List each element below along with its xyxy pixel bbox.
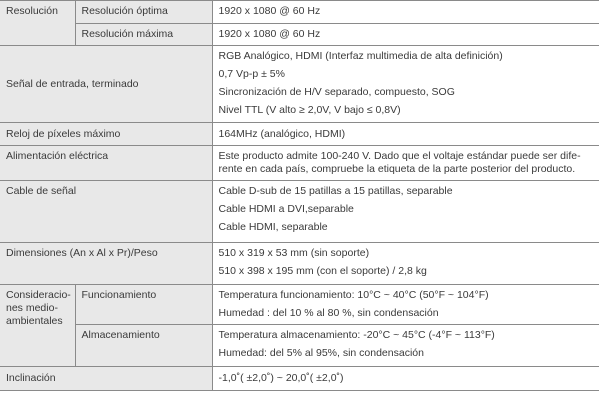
alimentacion-value xyxy=(212,146,599,181)
table-row-funcionamiento xyxy=(0,285,599,325)
almacenamiento-label: Almacenamiento xyxy=(75,325,212,367)
funcionamiento-value-1: Temperatura funcionamiento: 10°C ~ 40°C (50°F ~ 104°F) xyxy=(218,289,489,301)
ambientales-label-line-2: nes medio- xyxy=(6,302,58,314)
funcionamiento-values xyxy=(212,285,599,325)
table-row-inclinacion xyxy=(0,367,599,391)
almacenamiento-value-2: Humedad: del 5% al 95%, sin condensación xyxy=(218,347,424,359)
senal-label: Señal de entrada, terminado xyxy=(0,46,212,123)
senal-value-3: Sincronización de H/V separado, compuesto, SOG xyxy=(218,86,455,98)
table-row-reloj xyxy=(0,123,599,146)
reloj-value: 164MHz (analógico, HDMI) xyxy=(212,123,599,146)
dimensiones-value-2: 510 x 398 x 195 mm (con el soporte) / 2,8 kg xyxy=(218,265,427,277)
table-row-almacenamiento xyxy=(0,325,599,367)
cable-values xyxy=(212,181,599,243)
funcionamiento-value-2: Humedad : del 10 % al 80 %, sin condensación xyxy=(218,307,439,319)
alimentacion-line-2: rente en cada país, compruebe la etiqueta de la parte posterior del producto. xyxy=(218,163,576,175)
inclinacion-label: Inclinación xyxy=(0,367,212,391)
cable-label: Cable de señal xyxy=(0,181,212,243)
resolucion-label: Resolución xyxy=(0,1,75,46)
cable-value-3: Cable HDMI, separable xyxy=(218,221,328,233)
dimensiones-label: Dimensiones (An x Al x Pr)/Peso xyxy=(0,243,212,285)
funcionamiento-label: Funcionamiento xyxy=(75,285,212,325)
ambientales-label-line-3: ambientales xyxy=(6,315,63,327)
table-row-alimentacion xyxy=(0,146,599,181)
table-row-senal xyxy=(0,46,599,123)
almacenamiento-value-1: Temperatura almacenamiento: -20°C ~ 45°C (-4°F ~ 113°F) xyxy=(218,329,495,341)
senal-value-4: Nivel TTL (V alto ≥ 2,0V, V bajo ≤ 0,8V) xyxy=(218,104,401,116)
resolucion-optima-value: 1920 x 1080 @ 60 Hz xyxy=(212,1,599,24)
resolucion-optima-label: Resolución óptima xyxy=(75,1,212,24)
ambientales-label xyxy=(0,285,75,367)
reloj-label: Reloj de píxeles máximo xyxy=(0,123,212,146)
ambientales-label-line-1: Consideracio- xyxy=(6,289,71,301)
cable-value-1: Cable D-sub de 15 patillas a 15 patillas, separable xyxy=(218,185,453,197)
table-row-dimensiones xyxy=(0,243,599,285)
almacenamiento-values xyxy=(212,325,599,367)
inclinacion-value: -1,0˚( ±2,0˚) ~ 20,0˚( ±2,0˚) xyxy=(212,367,599,391)
table-row-resolucion-maxima xyxy=(0,24,599,46)
senal-value-1: RGB Analógico, HDMI (Interfaz multimedia de alta definición) xyxy=(218,50,503,62)
dimensiones-values xyxy=(212,243,599,285)
alimentacion-label: Alimentación eléctrica xyxy=(0,146,212,181)
dimensiones-value-1: 510 x 319 x 53 mm (sin soporte) xyxy=(218,247,370,259)
resolucion-maxima-value: 1920 x 1080 @ 60 Hz xyxy=(212,24,599,46)
cable-value-2: Cable HDMI a DVI,separable xyxy=(218,203,354,215)
table-row-cable xyxy=(0,181,599,243)
alimentacion-line-1: Este producto admite 100-240 V. Dado que el voltaje estándar puede ser dife- xyxy=(218,150,581,162)
table-row-resolucion-optima xyxy=(0,1,599,24)
senal-values xyxy=(212,46,599,123)
resolucion-maxima-label: Resolución máxima xyxy=(75,24,212,46)
senal-value-2: 0,7 Vp-p ± 5% xyxy=(218,68,285,80)
